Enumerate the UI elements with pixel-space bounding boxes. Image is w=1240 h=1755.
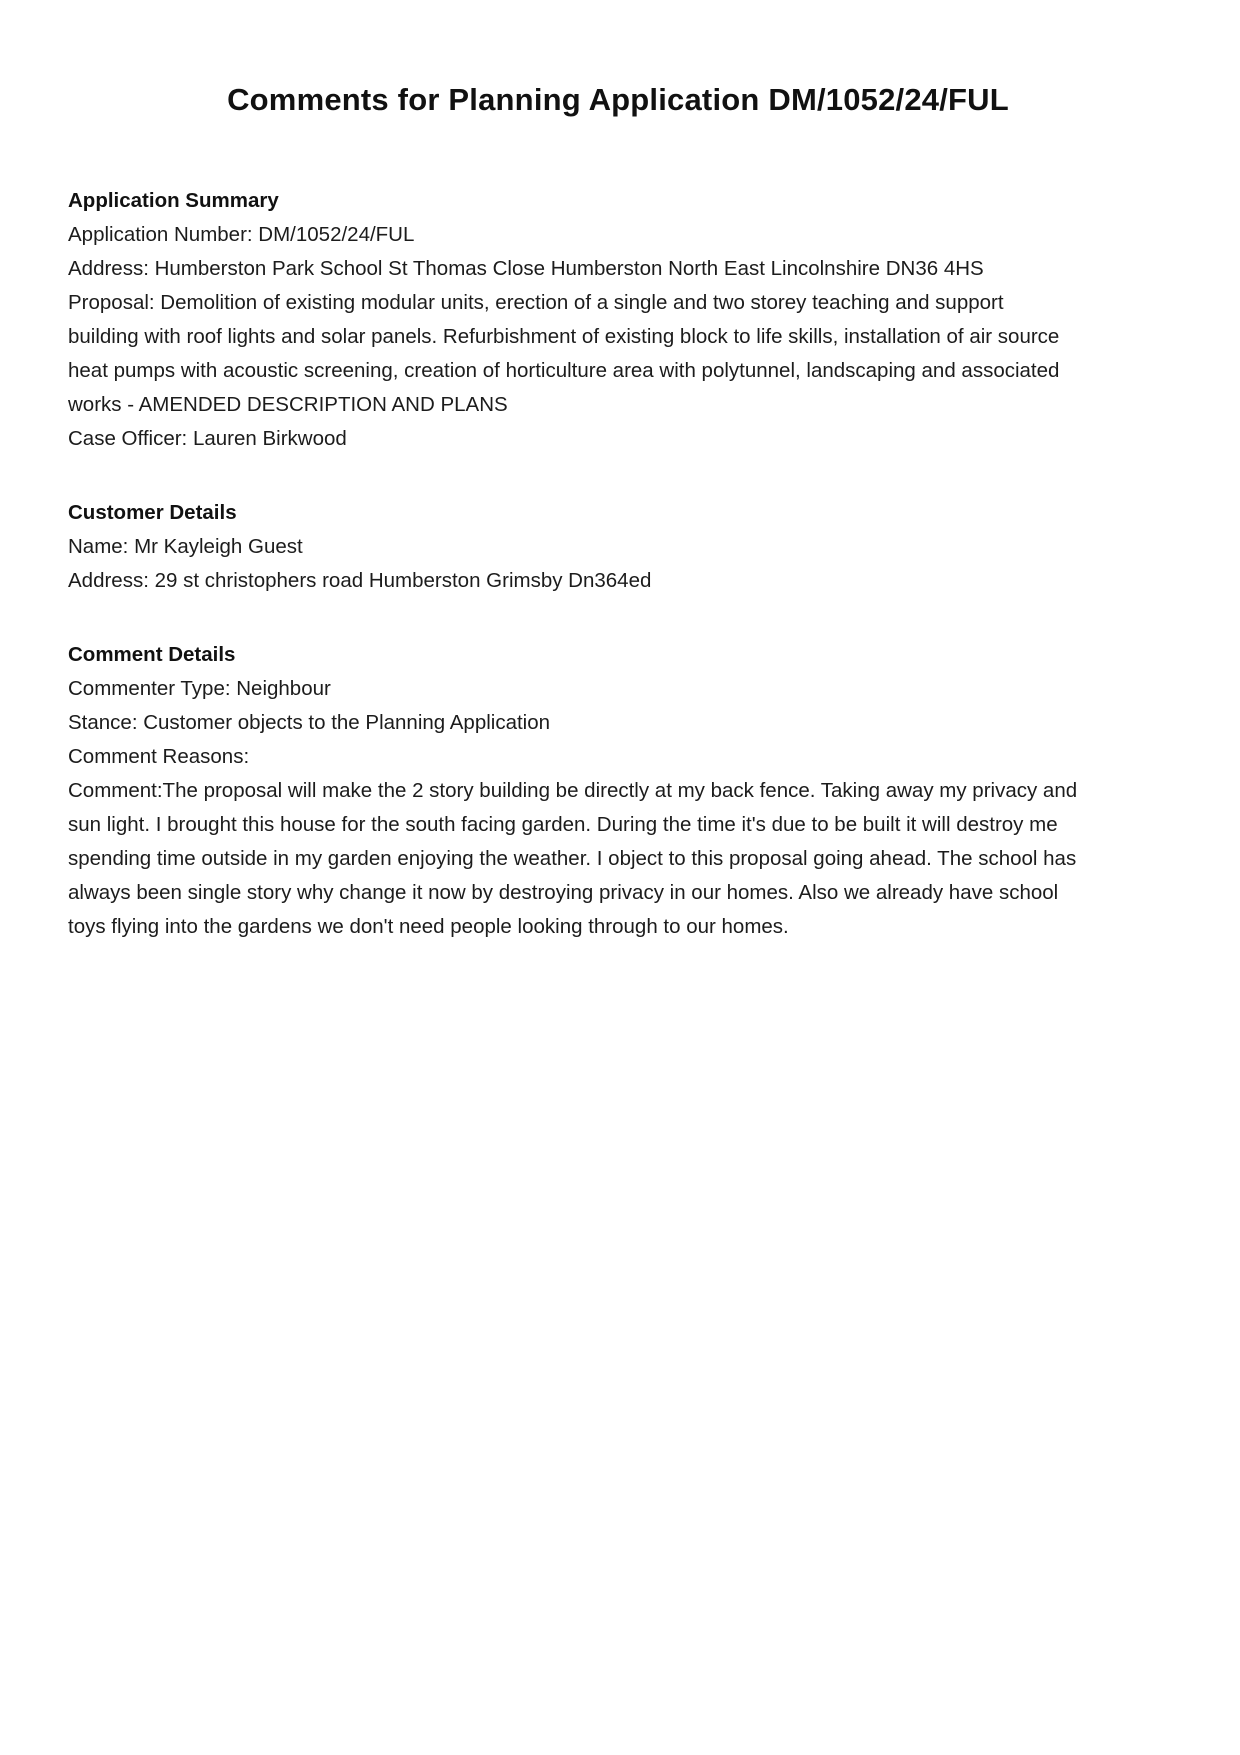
stance-line: Stance: Customer objects to the Planning Application [68, 711, 551, 734]
customer-details-section [68, 496, 1168, 598]
commenter-type-line: Commenter Type: Neighbour [68, 677, 331, 700]
proposal-line: Proposal: Demolition of existing modular units, erection of a single and two storey teaching and support building with roof lights and solar panels. Refurbishment of existing block to life skills, installation of air source heat pumps with acoustic screening, creation of horticulture area with polytunnel, landscaping and associated works - AMENDED DESCRIPTION AND PLANS [68, 291, 1060, 416]
application-number-line: Application Number: DM/1052/24/FUL [68, 223, 415, 246]
comment-reasons-line: Comment Reasons: [68, 745, 250, 768]
customer-name-line: Name: Mr Kayleigh Guest [68, 535, 303, 558]
application-summary-section [68, 184, 1168, 456]
comment-details-section [68, 638, 1168, 944]
application-summary-heading: Application Summary [68, 189, 279, 212]
comment-details-heading: Comment Details [68, 643, 236, 666]
case-officer-line: Case Officer: Lauren Birkwood [68, 427, 347, 450]
customer-address-line: Address: 29 st christophers road Humberston Grimsby Dn364ed [68, 569, 652, 592]
page-title: Comments for Planning Application DM/1052/24/FUL [227, 82, 1009, 117]
comment-text: Comment:The proposal will make the 2 story building be directly at my back fence. Taking away my privacy and sun light. I brought this house for the south facing garden. During the time it's due to be built it will destroy me spending time outside in my garden enjoying the weather. I object to this proposal going ahead. The school has always been single story why change it now by destroying privacy in our homes. Also we already have school toys flying into the gardens we don't need people looking through to our homes. [68, 779, 1078, 938]
customer-details-heading: Customer Details [68, 501, 237, 524]
application-address-line: Address: Humberston Park School St Thomas Close Humberston North East Lincolnshire DN36 4HS [68, 257, 984, 280]
